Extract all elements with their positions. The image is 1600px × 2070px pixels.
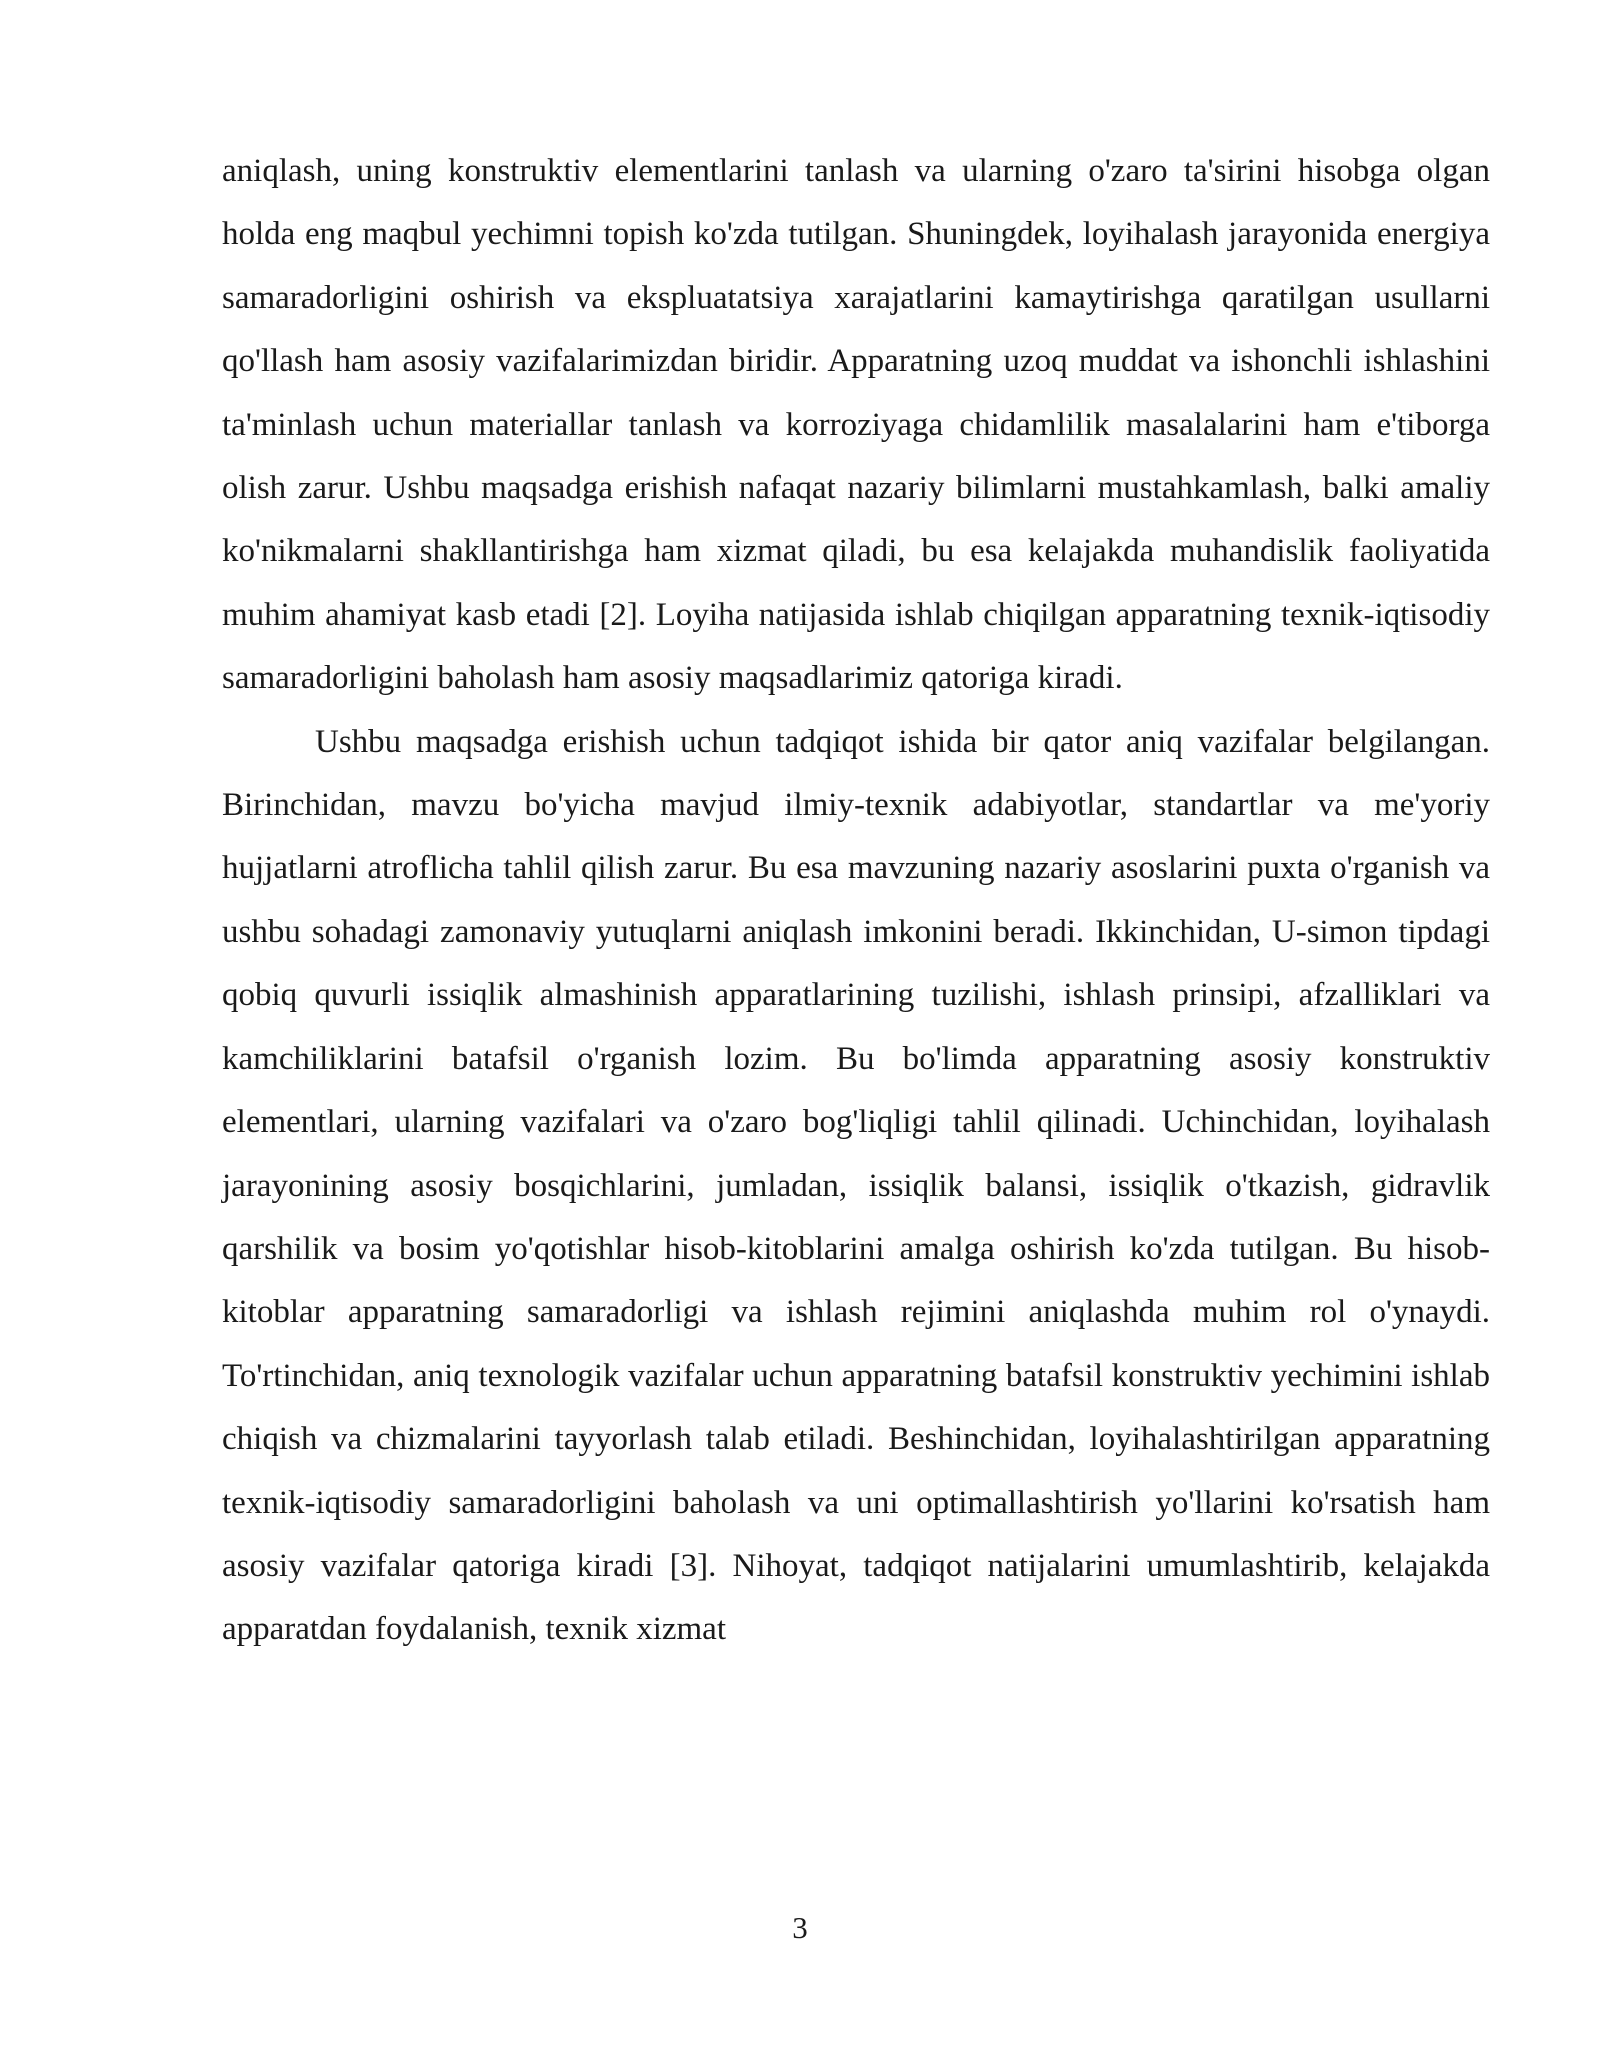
paragraph-tasks: Ushbu maqsadga erishish uchun tadqiqot ishida bir qator aniq vazifalar belgilangan. Birinchidan, mavzu bo'yicha mavjud ilmiy-texnik adabiyotlar, standartlar va me'yoriy hujjatlarni atroflicha tahlil qilish zarur. Bu esa mavzuning nazariy asoslarini puxta o'rganish va ushbu sohadagi zamonaviy yutuqlarni aniqlash imkonini beradi. Ikkinchidan, U-simon tipdagi qobiq quvurli issiqlik almashinish apparatlarining tuzilishi, ishlash prinsipi, afzalliklari va kamchiliklarini batafsil o'rganish lozim. Bu bo'limda apparatning asosiy konstruktiv elementlari, ularning vazifalari va o'zaro bog'liqligi tahlil qilinadi. Uchinchidan, loyihalash jarayonining asosiy bosqichlarini, jumladan, issiqlik balansi, issiqlik o'tkazish, gidravlik qarshilik va bosim yo'qotishlar hisob-kitoblarini amalga oshirish ko'zda tutilgan. Bu hisob-kitoblar apparatning samaradorligi va ishlash rejimini aniqlashda muhim rol o'ynaydi. To'rtinchidan, aniq texnologik vazifalar uchun apparatning batafsil konstruktiv yechimini ishlab chiqish va chizmalarini tayyorlash talab etiladi. Beshinchidan, loyihalashtirilgan apparatning texnik-iqtisodiy samaradorligini baholash va uni optimallashtirish yo'llarini ko'rsatish ham asosiy vazifalar qatoriga kiradi [3]. Nihoyat, tadqiqot natijalarini umumlashtirib, kelajakda apparatdan foydalanish, texnik xizmat — [222, 723, 1490, 1648]
page-number: 3 — [792, 1910, 808, 1945]
paragraph-continuation: aniqlash, uning konstruktiv elementlarini tanlash va ularning o'zaro ta'sirini hisobga olgan holda eng maqbul yechimni topish ko'zda tutilgan. Shuningdek, loyihalash jarayonida energiya samaradorligini oshirish va ekspluatatsiya xarajatlarini kamaytirishga qaratilgan usullarni qo'llash ham asosiy vazifalarimizdan biridir. Apparatning uzoq muddat va ishonchli ishlashini ta'minlash uchun materiallar tanlash va korroziyaga chidamlilik masalalarini ham e'tiborga olish zarur. Ushbu maqsadga erishish nafaqat nazariy bilimlarni mustahkamlash, balki amaliy ko'nikmalarni shakllantirishga ham xizmat qiladi, bu esa kelajakda muhandislik faoliyatida muhim ahamiyat kasb etadi [2]. Loyiha natijasida ishlab chiqilgan apparatning texnik-iqtisodiy samaradorligini baholash ham asosiy maqsadlarimiz qatoriga kiradi. — [222, 153, 1490, 697]
document-body — [222, 140, 1490, 1662]
